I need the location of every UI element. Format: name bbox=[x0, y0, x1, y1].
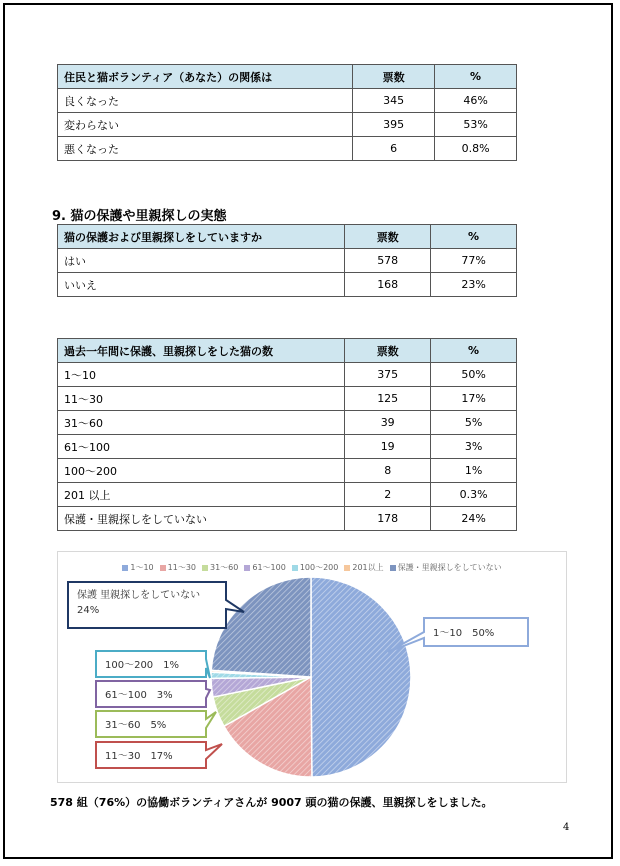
percent-value: 24% bbox=[431, 507, 517, 531]
column-header-question: 猫の保護および里親探しをしていますか bbox=[58, 225, 345, 249]
row-label: 良くなった bbox=[58, 89, 353, 113]
vote-count: 345 bbox=[353, 89, 435, 113]
callout-text: 1～10 50% bbox=[433, 628, 495, 639]
percent-value: 46% bbox=[435, 89, 517, 113]
row-label: 保護・里親探しをしていない bbox=[58, 507, 345, 531]
percent-value: 1% bbox=[431, 459, 517, 483]
column-header-percent: % bbox=[435, 65, 517, 89]
summary-text: 578 組（76%）の協働ボランティアさんが 9007 頭の猫の保護、里親探しをしました。 bbox=[50, 796, 493, 809]
table-header-row bbox=[58, 65, 517, 89]
vote-count: 39 bbox=[345, 411, 431, 435]
percent-value: 0.3% bbox=[431, 483, 517, 507]
callout-text: 11～30 17% bbox=[105, 751, 173, 762]
relationship-table bbox=[57, 64, 517, 161]
data-label-callout bbox=[96, 742, 222, 768]
row-label: 悪くなった bbox=[58, 137, 353, 161]
percent-value: 50% bbox=[431, 363, 517, 387]
table-row bbox=[58, 273, 517, 297]
data-label-callout bbox=[96, 681, 210, 707]
percent-value: 77% bbox=[431, 249, 517, 273]
data-label-callout bbox=[388, 618, 528, 652]
callout-text: 24% bbox=[77, 605, 100, 616]
row-label: 変わらない bbox=[58, 113, 353, 137]
row-label: 61～100 bbox=[58, 435, 345, 459]
row-label: 100～200 bbox=[58, 459, 345, 483]
column-header-question: 住民と猫ボランティア（あなた）の関係は bbox=[58, 65, 353, 89]
column-header-percent: % bbox=[431, 225, 517, 249]
legend-label: 61～100 bbox=[252, 563, 286, 572]
column-header-question: 過去一年間に保護、里親探しをした猫の数 bbox=[58, 339, 345, 363]
row-label: 1～10 bbox=[58, 363, 345, 387]
table-row bbox=[58, 435, 517, 459]
vote-count: 2 bbox=[345, 483, 431, 507]
table-row bbox=[58, 249, 517, 273]
percent-value: 0.8% bbox=[435, 137, 517, 161]
vote-count: 578 bbox=[345, 249, 431, 273]
table-row bbox=[58, 483, 517, 507]
vote-count: 6 bbox=[353, 137, 435, 161]
row-label: 31～60 bbox=[58, 411, 345, 435]
table-row bbox=[58, 137, 517, 161]
legend-label: 31～60 bbox=[210, 563, 239, 572]
percent-value: 23% bbox=[431, 273, 517, 297]
pie-chart-container bbox=[57, 551, 567, 783]
percent-value: 5% bbox=[431, 411, 517, 435]
callout-text: 61～100 3% bbox=[105, 690, 173, 701]
table-row bbox=[58, 411, 517, 435]
table-row bbox=[58, 89, 517, 113]
section-heading: 9. 猫の保護や里親探しの実態 bbox=[52, 209, 227, 224]
vote-count: 125 bbox=[345, 387, 431, 411]
cats-rescued-count-table bbox=[57, 338, 517, 531]
data-label-callout bbox=[68, 582, 244, 628]
vote-count: 375 bbox=[345, 363, 431, 387]
vote-count: 19 bbox=[345, 435, 431, 459]
vote-count: 8 bbox=[345, 459, 431, 483]
percent-value: 53% bbox=[435, 113, 517, 137]
data-label-callout bbox=[96, 651, 210, 678]
callout-text: 保護 里親探しをしていない bbox=[77, 590, 201, 601]
data-label-callout bbox=[96, 711, 216, 737]
table-row bbox=[58, 113, 517, 137]
vote-count: 178 bbox=[345, 507, 431, 531]
vote-count: 168 bbox=[345, 273, 431, 297]
row-label: 11～30 bbox=[58, 387, 345, 411]
column-header-percent: % bbox=[431, 339, 517, 363]
column-header-votes: 票数 bbox=[345, 225, 431, 249]
percent-value: 17% bbox=[431, 387, 517, 411]
pie-slice-hatch bbox=[311, 577, 411, 777]
table-row bbox=[58, 387, 517, 411]
legend-label: 100～200 bbox=[299, 563, 339, 572]
callout-text: 31～60 5% bbox=[105, 720, 167, 731]
legend-label: 201以上 bbox=[352, 563, 384, 572]
rescue-activity-table bbox=[57, 224, 517, 297]
percent-value: 3% bbox=[431, 435, 517, 459]
legend-label: 11～30 bbox=[167, 563, 196, 572]
pie-chart bbox=[58, 552, 566, 782]
table-header-row bbox=[58, 225, 517, 249]
table-header-row bbox=[58, 339, 517, 363]
legend-label: 保護・里親探しをしていない bbox=[397, 563, 502, 572]
vote-count: 395 bbox=[353, 113, 435, 137]
row-label: はい bbox=[58, 249, 345, 273]
legend-label: 1～10 bbox=[130, 563, 154, 572]
table-row bbox=[58, 507, 517, 531]
table-row bbox=[58, 459, 517, 483]
page-number: 4 bbox=[563, 822, 570, 833]
table-row bbox=[58, 363, 517, 387]
callout-text: 100～200 1% bbox=[105, 660, 180, 671]
row-label: いいえ bbox=[58, 273, 345, 297]
row-label: 201 以上 bbox=[58, 483, 345, 507]
column-header-votes: 票数 bbox=[345, 339, 431, 363]
column-header-votes: 票数 bbox=[353, 65, 435, 89]
